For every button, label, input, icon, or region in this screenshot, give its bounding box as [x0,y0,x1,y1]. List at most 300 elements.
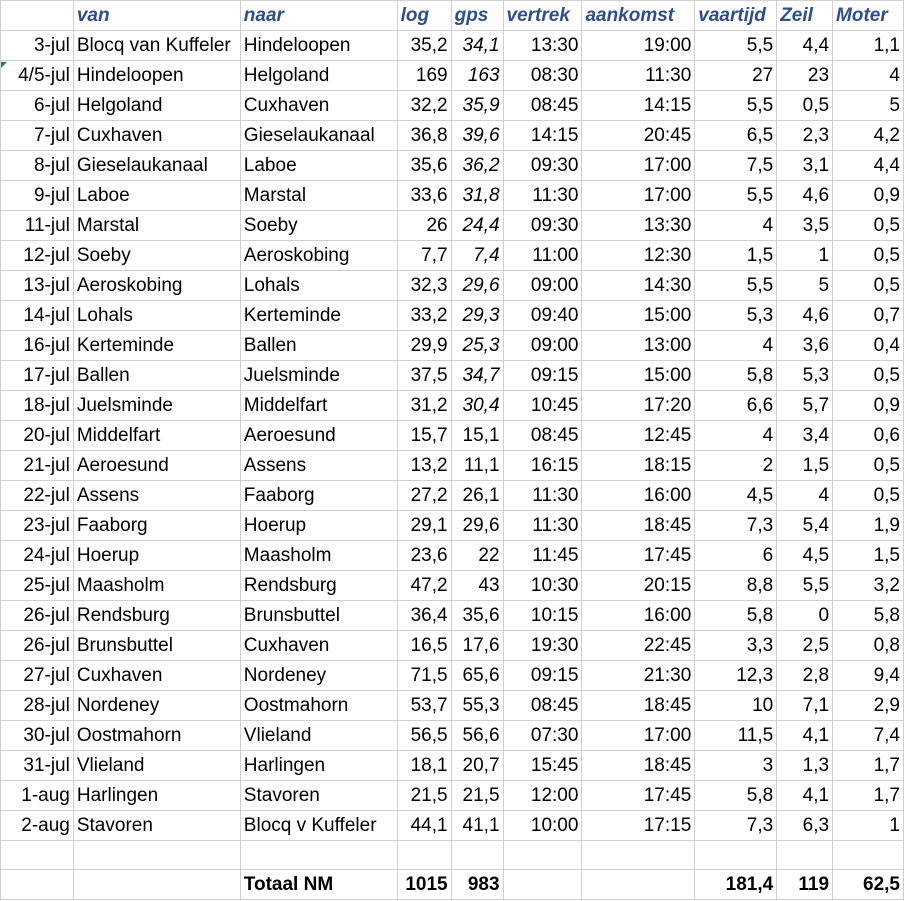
gps-cell[interactable]: 41,1 [451,811,503,841]
aankomst-cell[interactable]: 17:20 [582,391,695,421]
log-cell[interactable]: 32,3 [397,271,451,301]
vertrek-cell[interactable]: 08:45 [503,421,582,451]
moter-cell[interactable]: 1,1 [833,31,904,61]
naar-cell[interactable]: Ballen [240,331,397,361]
moter-cell[interactable]: 1,7 [833,781,904,811]
header-gps[interactable]: gps [451,1,503,31]
gps-cell[interactable]: 34,1 [451,31,503,61]
date-cell[interactable]: 9-jul [1,181,74,211]
aankomst-cell[interactable]: 12:45 [582,421,695,451]
moter-cell[interactable]: 1,9 [833,511,904,541]
log-cell[interactable]: 15,7 [397,421,451,451]
header-naar[interactable]: naar [240,1,397,31]
vertrek-cell[interactable]: 12:00 [503,781,582,811]
naar-cell[interactable]: Blocq v Kuffeler [240,811,397,841]
totals-gps[interactable]: 983 [451,870,503,900]
moter-cell[interactable]: 4,4 [833,151,904,181]
gps-cell[interactable]: 25,3 [451,331,503,361]
log-cell[interactable]: 35,6 [397,151,451,181]
date-cell[interactable]: 12-jul [1,241,74,271]
vertrek-cell[interactable]: 09:30 [503,151,582,181]
zeil-cell[interactable]: 4,6 [777,181,833,211]
date-cell[interactable]: 16-jul [1,331,74,361]
vertrek-cell[interactable]: 11:00 [503,241,582,271]
zeil-cell[interactable]: 4,1 [777,781,833,811]
date-cell[interactable]: 26-jul [1,631,74,661]
vaartijd-cell[interactable]: 8,8 [695,571,777,601]
vertrek-cell[interactable]: 09:30 [503,211,582,241]
van-cell[interactable]: Maasholm [73,571,240,601]
vertrek-cell[interactable]: 10:15 [503,601,582,631]
naar-cell[interactable]: Marstal [240,181,397,211]
zeil-cell[interactable]: 5,7 [777,391,833,421]
zeil-cell[interactable]: 2,8 [777,661,833,691]
aankomst-cell[interactable]: 13:00 [582,331,695,361]
gps-cell[interactable]: 29,3 [451,301,503,331]
table-cell[interactable] [240,841,397,870]
aankomst-cell[interactable]: 17:00 [582,151,695,181]
vaartijd-cell[interactable]: 1,5 [695,241,777,271]
aankomst-cell[interactable]: 11:30 [582,61,695,91]
naar-cell[interactable]: Stavoren [240,781,397,811]
aankomst-cell[interactable]: 18:45 [582,691,695,721]
gps-cell[interactable]: 15,1 [451,421,503,451]
vaartijd-cell[interactable]: 11,5 [695,721,777,751]
vaartijd-cell[interactable]: 4 [695,211,777,241]
vertrek-cell[interactable]: 10:30 [503,571,582,601]
date-cell[interactable]: 27-jul [1,661,74,691]
vaartijd-cell[interactable]: 27 [695,61,777,91]
vertrek-cell[interactable]: 11:30 [503,181,582,211]
van-cell[interactable]: Vlieland [73,751,240,781]
vertrek-cell[interactable]: 08:45 [503,691,582,721]
gps-cell[interactable]: 17,6 [451,631,503,661]
aankomst-cell[interactable]: 17:15 [582,811,695,841]
aankomst-cell[interactable]: 18:45 [582,751,695,781]
vaartijd-cell[interactable]: 4 [695,331,777,361]
van-cell[interactable]: Rendsburg [73,601,240,631]
date-cell[interactable]: 31-jul [1,751,74,781]
table-cell[interactable] [1,870,74,900]
date-cell[interactable]: 2-aug [1,811,74,841]
aankomst-cell[interactable]: 17:45 [582,541,695,571]
zeil-cell[interactable]: 3,1 [777,151,833,181]
log-cell[interactable]: 18,1 [397,751,451,781]
zeil-cell[interactable]: 4,4 [777,31,833,61]
naar-cell[interactable]: Helgoland [240,61,397,91]
van-cell[interactable]: Helgoland [73,91,240,121]
date-cell[interactable]: 25-jul [1,571,74,601]
vertrek-cell[interactable]: 16:15 [503,451,582,481]
moter-cell[interactable]: 5,8 [833,601,904,631]
aankomst-cell[interactable]: 14:15 [582,91,695,121]
zeil-cell[interactable]: 4,5 [777,541,833,571]
vaartijd-cell[interactable]: 6,6 [695,391,777,421]
van-cell[interactable]: Harlingen [73,781,240,811]
van-cell[interactable]: Faaborg [73,511,240,541]
table-cell[interactable] [777,841,833,870]
zeil-cell[interactable]: 7,1 [777,691,833,721]
naar-cell[interactable]: Nordeney [240,661,397,691]
aankomst-cell[interactable]: 19:00 [582,31,695,61]
gps-cell[interactable]: 22 [451,541,503,571]
moter-cell[interactable]: 0,7 [833,301,904,331]
zeil-cell[interactable]: 5,4 [777,511,833,541]
van-cell[interactable]: Cuxhaven [73,121,240,151]
gps-cell[interactable]: 20,7 [451,751,503,781]
aankomst-cell[interactable]: 22:45 [582,631,695,661]
zeil-cell[interactable]: 3,6 [777,331,833,361]
naar-cell[interactable]: Lohals [240,271,397,301]
zeil-cell[interactable]: 0,5 [777,91,833,121]
date-cell[interactable]: 7-jul [1,121,74,151]
table-cell[interactable] [582,870,695,900]
aankomst-cell[interactable]: 17:00 [582,721,695,751]
table-cell[interactable] [1,841,74,870]
zeil-cell[interactable]: 23 [777,61,833,91]
zeil-cell[interactable]: 1 [777,241,833,271]
log-cell[interactable]: 21,5 [397,781,451,811]
table-cell[interactable] [73,870,240,900]
aankomst-cell[interactable]: 16:00 [582,481,695,511]
date-cell[interactable]: 30-jul [1,721,74,751]
moter-cell[interactable]: 0,9 [833,181,904,211]
vertrek-cell[interactable]: 09:15 [503,661,582,691]
header-vertrek[interactable]: vertrek [503,1,582,31]
date-cell[interactable]: 4/5-jul [1,61,74,91]
gps-cell[interactable]: 36,2 [451,151,503,181]
header-aankomst[interactable]: aankomst [582,1,695,31]
vaartijd-cell[interactable]: 5,5 [695,91,777,121]
moter-cell[interactable]: 0,8 [833,631,904,661]
table-cell[interactable] [397,841,451,870]
log-cell[interactable]: 36,8 [397,121,451,151]
vaartijd-cell[interactable]: 7,3 [695,811,777,841]
table-cell[interactable] [503,870,582,900]
naar-cell[interactable]: Soeby [240,211,397,241]
date-cell[interactable]: 26-jul [1,601,74,631]
vaartijd-cell[interactable]: 2 [695,451,777,481]
vertrek-cell[interactable]: 07:30 [503,721,582,751]
moter-cell[interactable]: 7,4 [833,721,904,751]
moter-cell[interactable]: 0,5 [833,271,904,301]
aankomst-cell[interactable]: 20:45 [582,121,695,151]
log-cell[interactable]: 27,2 [397,481,451,511]
zeil-cell[interactable]: 5,3 [777,361,833,391]
gps-cell[interactable]: 29,6 [451,271,503,301]
vaartijd-cell[interactable]: 5,5 [695,271,777,301]
moter-cell[interactable]: 0,9 [833,391,904,421]
gps-cell[interactable]: 35,6 [451,601,503,631]
zeil-cell[interactable]: 0 [777,601,833,631]
naar-cell[interactable]: Assens [240,451,397,481]
naar-cell[interactable]: Aeroskobing [240,241,397,271]
vertrek-cell[interactable]: 08:30 [503,61,582,91]
van-cell[interactable]: Kerteminde [73,331,240,361]
vaartijd-cell[interactable]: 4 [695,421,777,451]
header-moter[interactable]: Moter [833,1,904,31]
aankomst-cell[interactable]: 16:00 [582,601,695,631]
header-vaartijd[interactable]: vaartijd [695,1,777,31]
date-cell[interactable]: 13-jul [1,271,74,301]
zeil-cell[interactable]: 3,4 [777,421,833,451]
gps-cell[interactable]: 7,4 [451,241,503,271]
van-cell[interactable]: Middelfart [73,421,240,451]
date-cell[interactable]: 21-jul [1,451,74,481]
zeil-cell[interactable]: 5 [777,271,833,301]
aankomst-cell[interactable]: 17:45 [582,781,695,811]
gps-cell[interactable]: 21,5 [451,781,503,811]
van-cell[interactable]: Blocq van Kuffeler [73,31,240,61]
vaartijd-cell[interactable]: 7,5 [695,151,777,181]
aankomst-cell[interactable]: 18:45 [582,511,695,541]
naar-cell[interactable]: Brunsbuttel [240,601,397,631]
zeil-cell[interactable]: 2,5 [777,631,833,661]
vaartijd-cell[interactable]: 3,3 [695,631,777,661]
moter-cell[interactable]: 0,5 [833,361,904,391]
naar-cell[interactable]: Aeroesund [240,421,397,451]
moter-cell[interactable]: 9,4 [833,661,904,691]
vertrek-cell[interactable]: 09:00 [503,271,582,301]
moter-cell[interactable]: 4,2 [833,121,904,151]
moter-cell[interactable]: 1,5 [833,541,904,571]
van-cell[interactable]: Brunsbuttel [73,631,240,661]
van-cell[interactable]: Stavoren [73,811,240,841]
moter-cell[interactable]: 1,7 [833,751,904,781]
van-cell[interactable]: Aeroesund [73,451,240,481]
vaartijd-cell[interactable]: 10 [695,691,777,721]
moter-cell[interactable]: 1 [833,811,904,841]
moter-cell[interactable]: 0,5 [833,451,904,481]
gps-cell[interactable]: 31,8 [451,181,503,211]
log-cell[interactable]: 23,6 [397,541,451,571]
log-cell[interactable]: 36,4 [397,601,451,631]
zeil-cell[interactable]: 4 [777,481,833,511]
van-cell[interactable]: Marstal [73,211,240,241]
log-cell[interactable]: 7,7 [397,241,451,271]
aankomst-cell[interactable]: 21:30 [582,661,695,691]
naar-cell[interactable]: Cuxhaven [240,91,397,121]
zeil-cell[interactable]: 2,3 [777,121,833,151]
vertrek-cell[interactable]: 11:45 [503,541,582,571]
aankomst-cell[interactable]: 14:30 [582,271,695,301]
log-cell[interactable]: 33,6 [397,181,451,211]
table-cell[interactable] [695,841,777,870]
log-cell[interactable]: 35,2 [397,31,451,61]
totals-label[interactable]: Totaal NM [240,870,397,900]
vaartijd-cell[interactable]: 5,5 [695,181,777,211]
log-cell[interactable]: 56,5 [397,721,451,751]
log-cell[interactable]: 26 [397,211,451,241]
gps-cell[interactable]: 39,6 [451,121,503,151]
aankomst-cell[interactable]: 13:30 [582,211,695,241]
naar-cell[interactable]: Gieselaukanaal [240,121,397,151]
table-cell[interactable] [833,841,904,870]
moter-cell[interactable]: 0,5 [833,241,904,271]
log-cell[interactable]: 13,2 [397,451,451,481]
vertrek-cell[interactable]: 19:30 [503,631,582,661]
moter-cell[interactable]: 4 [833,61,904,91]
header-date[interactable] [1,1,74,31]
moter-cell[interactable]: 3,2 [833,571,904,601]
vertrek-cell[interactable]: 09:40 [503,301,582,331]
naar-cell[interactable]: Laboe [240,151,397,181]
log-cell[interactable]: 31,2 [397,391,451,421]
naar-cell[interactable]: Oostmahorn [240,691,397,721]
date-cell[interactable]: 22-jul [1,481,74,511]
zeil-cell[interactable]: 3,5 [777,211,833,241]
gps-cell[interactable]: 34,7 [451,361,503,391]
vertrek-cell[interactable]: 08:45 [503,91,582,121]
naar-cell[interactable]: Vlieland [240,721,397,751]
van-cell[interactable]: Cuxhaven [73,661,240,691]
moter-cell[interactable]: 0,4 [833,331,904,361]
log-cell[interactable]: 29,1 [397,511,451,541]
date-cell[interactable]: 28-jul [1,691,74,721]
zeil-cell[interactable]: 4,1 [777,721,833,751]
date-cell[interactable]: 24-jul [1,541,74,571]
van-cell[interactable]: Nordeney [73,691,240,721]
vaartijd-cell[interactable]: 5,8 [695,781,777,811]
date-cell[interactable]: 20-jul [1,421,74,451]
log-cell[interactable]: 169 [397,61,451,91]
zeil-cell[interactable]: 6,3 [777,811,833,841]
van-cell[interactable]: Juelsminde [73,391,240,421]
header-log[interactable]: log [397,1,451,31]
date-cell[interactable]: 17-jul [1,361,74,391]
vaartijd-cell[interactable]: 12,3 [695,661,777,691]
date-cell[interactable]: 6-jul [1,91,74,121]
zeil-cell[interactable]: 4,6 [777,301,833,331]
zeil-cell[interactable]: 1,3 [777,751,833,781]
naar-cell[interactable]: Harlingen [240,751,397,781]
vertrek-cell[interactable]: 10:00 [503,811,582,841]
table-cell[interactable] [503,841,582,870]
vaartijd-cell[interactable]: 4,5 [695,481,777,511]
van-cell[interactable]: Hindeloopen [73,61,240,91]
van-cell[interactable]: Soeby [73,241,240,271]
van-cell[interactable]: Laboe [73,181,240,211]
moter-cell[interactable]: 0,6 [833,421,904,451]
vaartijd-cell[interactable]: 6 [695,541,777,571]
vaartijd-cell[interactable]: 6,5 [695,121,777,151]
vertrek-cell[interactable]: 13:30 [503,31,582,61]
vertrek-cell[interactable]: 14:15 [503,121,582,151]
vaartijd-cell[interactable]: 3 [695,751,777,781]
van-cell[interactable]: Aeroskobing [73,271,240,301]
date-cell[interactable]: 11-jul [1,211,74,241]
van-cell[interactable]: Assens [73,481,240,511]
log-cell[interactable]: 53,7 [397,691,451,721]
vertrek-cell[interactable]: 09:00 [503,331,582,361]
aankomst-cell[interactable]: 18:15 [582,451,695,481]
log-cell[interactable]: 44,1 [397,811,451,841]
van-cell[interactable]: Hoerup [73,541,240,571]
aankomst-cell[interactable]: 15:00 [582,301,695,331]
totals-moter[interactable]: 62,5 [833,870,904,900]
log-cell[interactable]: 16,5 [397,631,451,661]
date-cell[interactable]: 23-jul [1,511,74,541]
date-cell[interactable]: 1-aug [1,781,74,811]
naar-cell[interactable]: Hoerup [240,511,397,541]
gps-cell[interactable]: 24,4 [451,211,503,241]
moter-cell[interactable]: 5 [833,91,904,121]
gps-cell[interactable]: 29,6 [451,511,503,541]
vertrek-cell[interactable]: 15:45 [503,751,582,781]
gps-cell[interactable]: 26,1 [451,481,503,511]
log-cell[interactable]: 29,9 [397,331,451,361]
gps-cell[interactable]: 35,9 [451,91,503,121]
header-van[interactable]: van [73,1,240,31]
totals-vaartijd[interactable]: 181,4 [695,870,777,900]
date-cell[interactable]: 14-jul [1,301,74,331]
zeil-cell[interactable]: 1,5 [777,451,833,481]
date-cell[interactable]: 8-jul [1,151,74,181]
naar-cell[interactable]: Kerteminde [240,301,397,331]
gps-cell[interactable]: 30,4 [451,391,503,421]
vertrek-cell[interactable]: 09:15 [503,361,582,391]
van-cell[interactable]: Oostmahorn [73,721,240,751]
date-cell[interactable]: 3-jul [1,31,74,61]
gps-cell[interactable]: 56,6 [451,721,503,751]
log-cell[interactable]: 32,2 [397,91,451,121]
aankomst-cell[interactable]: 20:15 [582,571,695,601]
naar-cell[interactable]: Cuxhaven [240,631,397,661]
naar-cell[interactable]: Juelsminde [240,361,397,391]
header-zeil[interactable]: Zeil [777,1,833,31]
vertrek-cell[interactable]: 11:30 [503,511,582,541]
log-cell[interactable]: 37,5 [397,361,451,391]
gps-cell[interactable]: 163 [451,61,503,91]
van-cell[interactable]: Lohals [73,301,240,331]
vertrek-cell[interactable]: 10:45 [503,391,582,421]
log-cell[interactable]: 47,2 [397,571,451,601]
date-cell[interactable]: 18-jul [1,391,74,421]
gps-cell[interactable]: 11,1 [451,451,503,481]
totals-zeil[interactable]: 119 [777,870,833,900]
log-cell[interactable]: 71,5 [397,661,451,691]
moter-cell[interactable]: 0,5 [833,481,904,511]
naar-cell[interactable]: Maasholm [240,541,397,571]
log-cell[interactable]: 33,2 [397,301,451,331]
gps-cell[interactable]: 55,3 [451,691,503,721]
vaartijd-cell[interactable]: 5,8 [695,361,777,391]
vaartijd-cell[interactable]: 5,5 [695,31,777,61]
van-cell[interactable]: Gieselaukanaal [73,151,240,181]
zeil-cell[interactable]: 5,5 [777,571,833,601]
vaartijd-cell[interactable]: 5,8 [695,601,777,631]
totals-log[interactable]: 1015 [397,870,451,900]
naar-cell[interactable]: Middelfart [240,391,397,421]
naar-cell[interactable]: Faaborg [240,481,397,511]
vertrek-cell[interactable]: 11:30 [503,481,582,511]
gps-cell[interactable]: 43 [451,571,503,601]
vaartijd-cell[interactable]: 5,3 [695,301,777,331]
aankomst-cell[interactable]: 15:00 [582,361,695,391]
table-cell[interactable] [73,841,240,870]
moter-cell[interactable]: 0,5 [833,211,904,241]
vaartijd-cell[interactable]: 7,3 [695,511,777,541]
aankomst-cell[interactable]: 12:30 [582,241,695,271]
van-cell[interactable]: Ballen [73,361,240,391]
table-cell[interactable] [582,841,695,870]
gps-cell[interactable]: 65,6 [451,661,503,691]
aankomst-cell[interactable]: 17:00 [582,181,695,211]
moter-cell[interactable]: 2,9 [833,691,904,721]
naar-cell[interactable]: Hindeloopen [240,31,397,61]
naar-cell[interactable]: Rendsburg [240,571,397,601]
table-cell[interactable] [451,841,503,870]
